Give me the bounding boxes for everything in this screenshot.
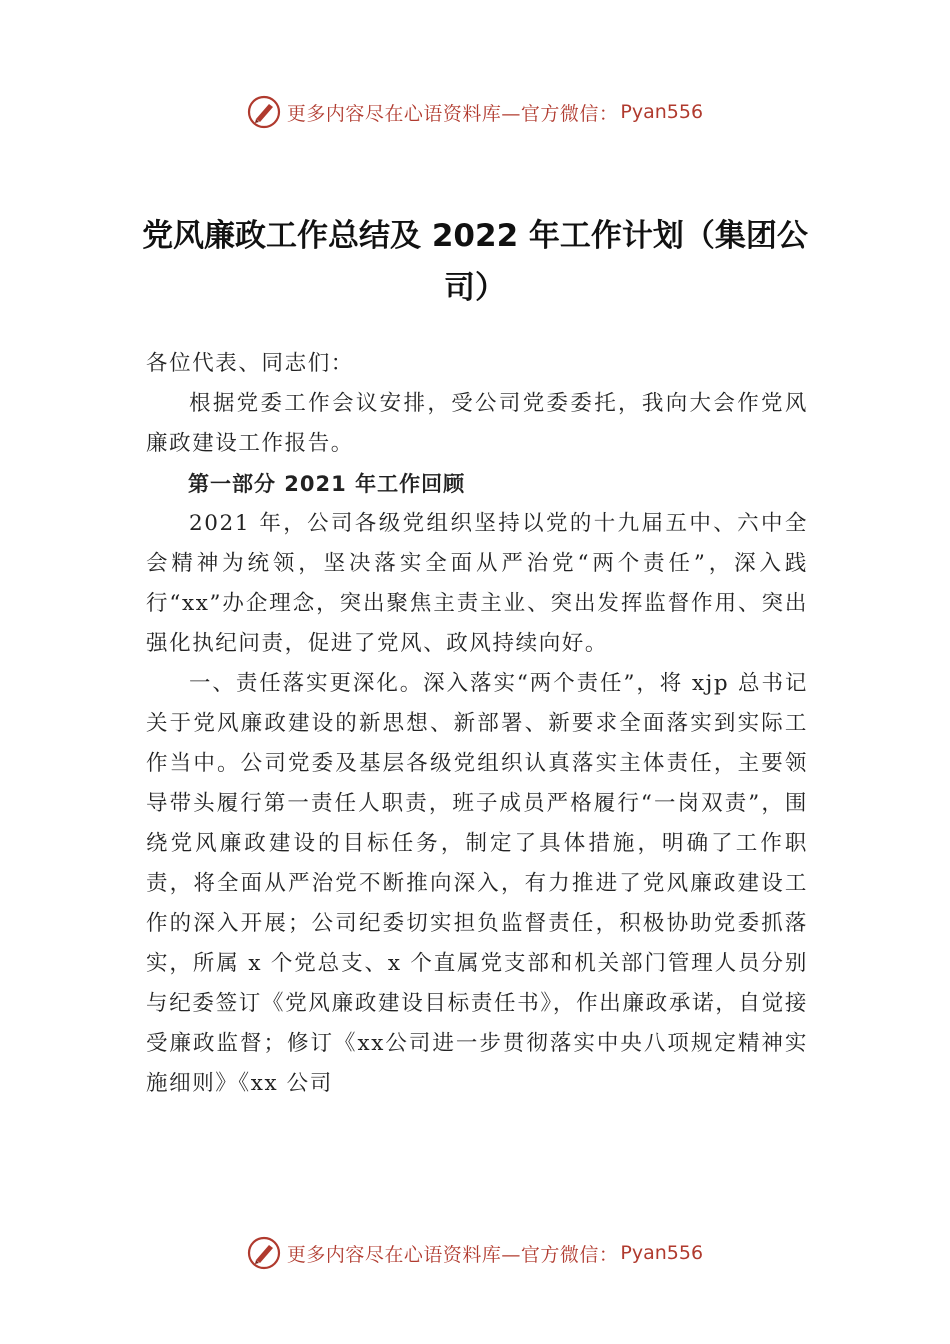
section-heading: 第一部分 2021 年工作回顾 <box>188 472 466 496</box>
banner-wechat-id: Pyan556 <box>620 101 704 123</box>
banner-wechat-id: Pyan556 <box>620 1242 704 1264</box>
pen-logo-icon <box>247 95 281 129</box>
pen-logo-icon <box>247 1236 281 1270</box>
paragraph-intro: 根据党委工作会议安排，受公司党委委托，我向大会作党风廉政建设工作报告。 <box>146 391 808 456</box>
paragraph-review: 2021 年，公司各级党组织坚持以党的十九届五中、六中全会精神为统领，坚决落实全面从严治党“两个责任”，深入践行“xx”办企理念，突出聚焦主责主业、突出发挥监督作用、突出强化执纪问责，促进了党风、政风持续向好。 <box>146 511 808 656</box>
footer-watermark-banner <box>0 1233 950 1273</box>
document-title: 党风廉政工作总结及 2022 年工作计划（集团公司） <box>142 218 808 306</box>
banner-text: 更多内容尽在心语资料库—官方微信： <box>286 102 619 125</box>
salutation: 各位代表、同志们： <box>146 351 354 376</box>
header-watermark-banner <box>0 92 950 132</box>
document-body <box>146 344 808 1104</box>
banner-text: 更多内容尽在心语资料库—官方微信： <box>286 1243 619 1266</box>
paragraph-responsibility: 一、责任落实更深化。深入落实“两个责任”，将 xjp 总书记关于党风廉政建设的新思想、新部署、新要求全面落实到实际工作当中。公司党委及基层各级党组织认真落实主体责任，主要领导带头履行第一责任人职责，班子成员严格履行“一岗双责”，围绕党风廉政建设的目标任务，制定了具体措施，明确了工作职责，将全面从严治党不断推向深入，有力推进了党风廉政建设工作的深入开展；公司纪委切实担负监督责任，积极协助党委抓落实，所属 x 个党总支、x 个直属党支部和机关部门管理人员分别与纪委签订《党风廉政建设目标责任书》，作出廉政承诺，自觉接受廉政监督；修订《xx公司进一步贯彻落实中央八项规定精神实施细则》《xx 公司 <box>146 671 808 1096</box>
